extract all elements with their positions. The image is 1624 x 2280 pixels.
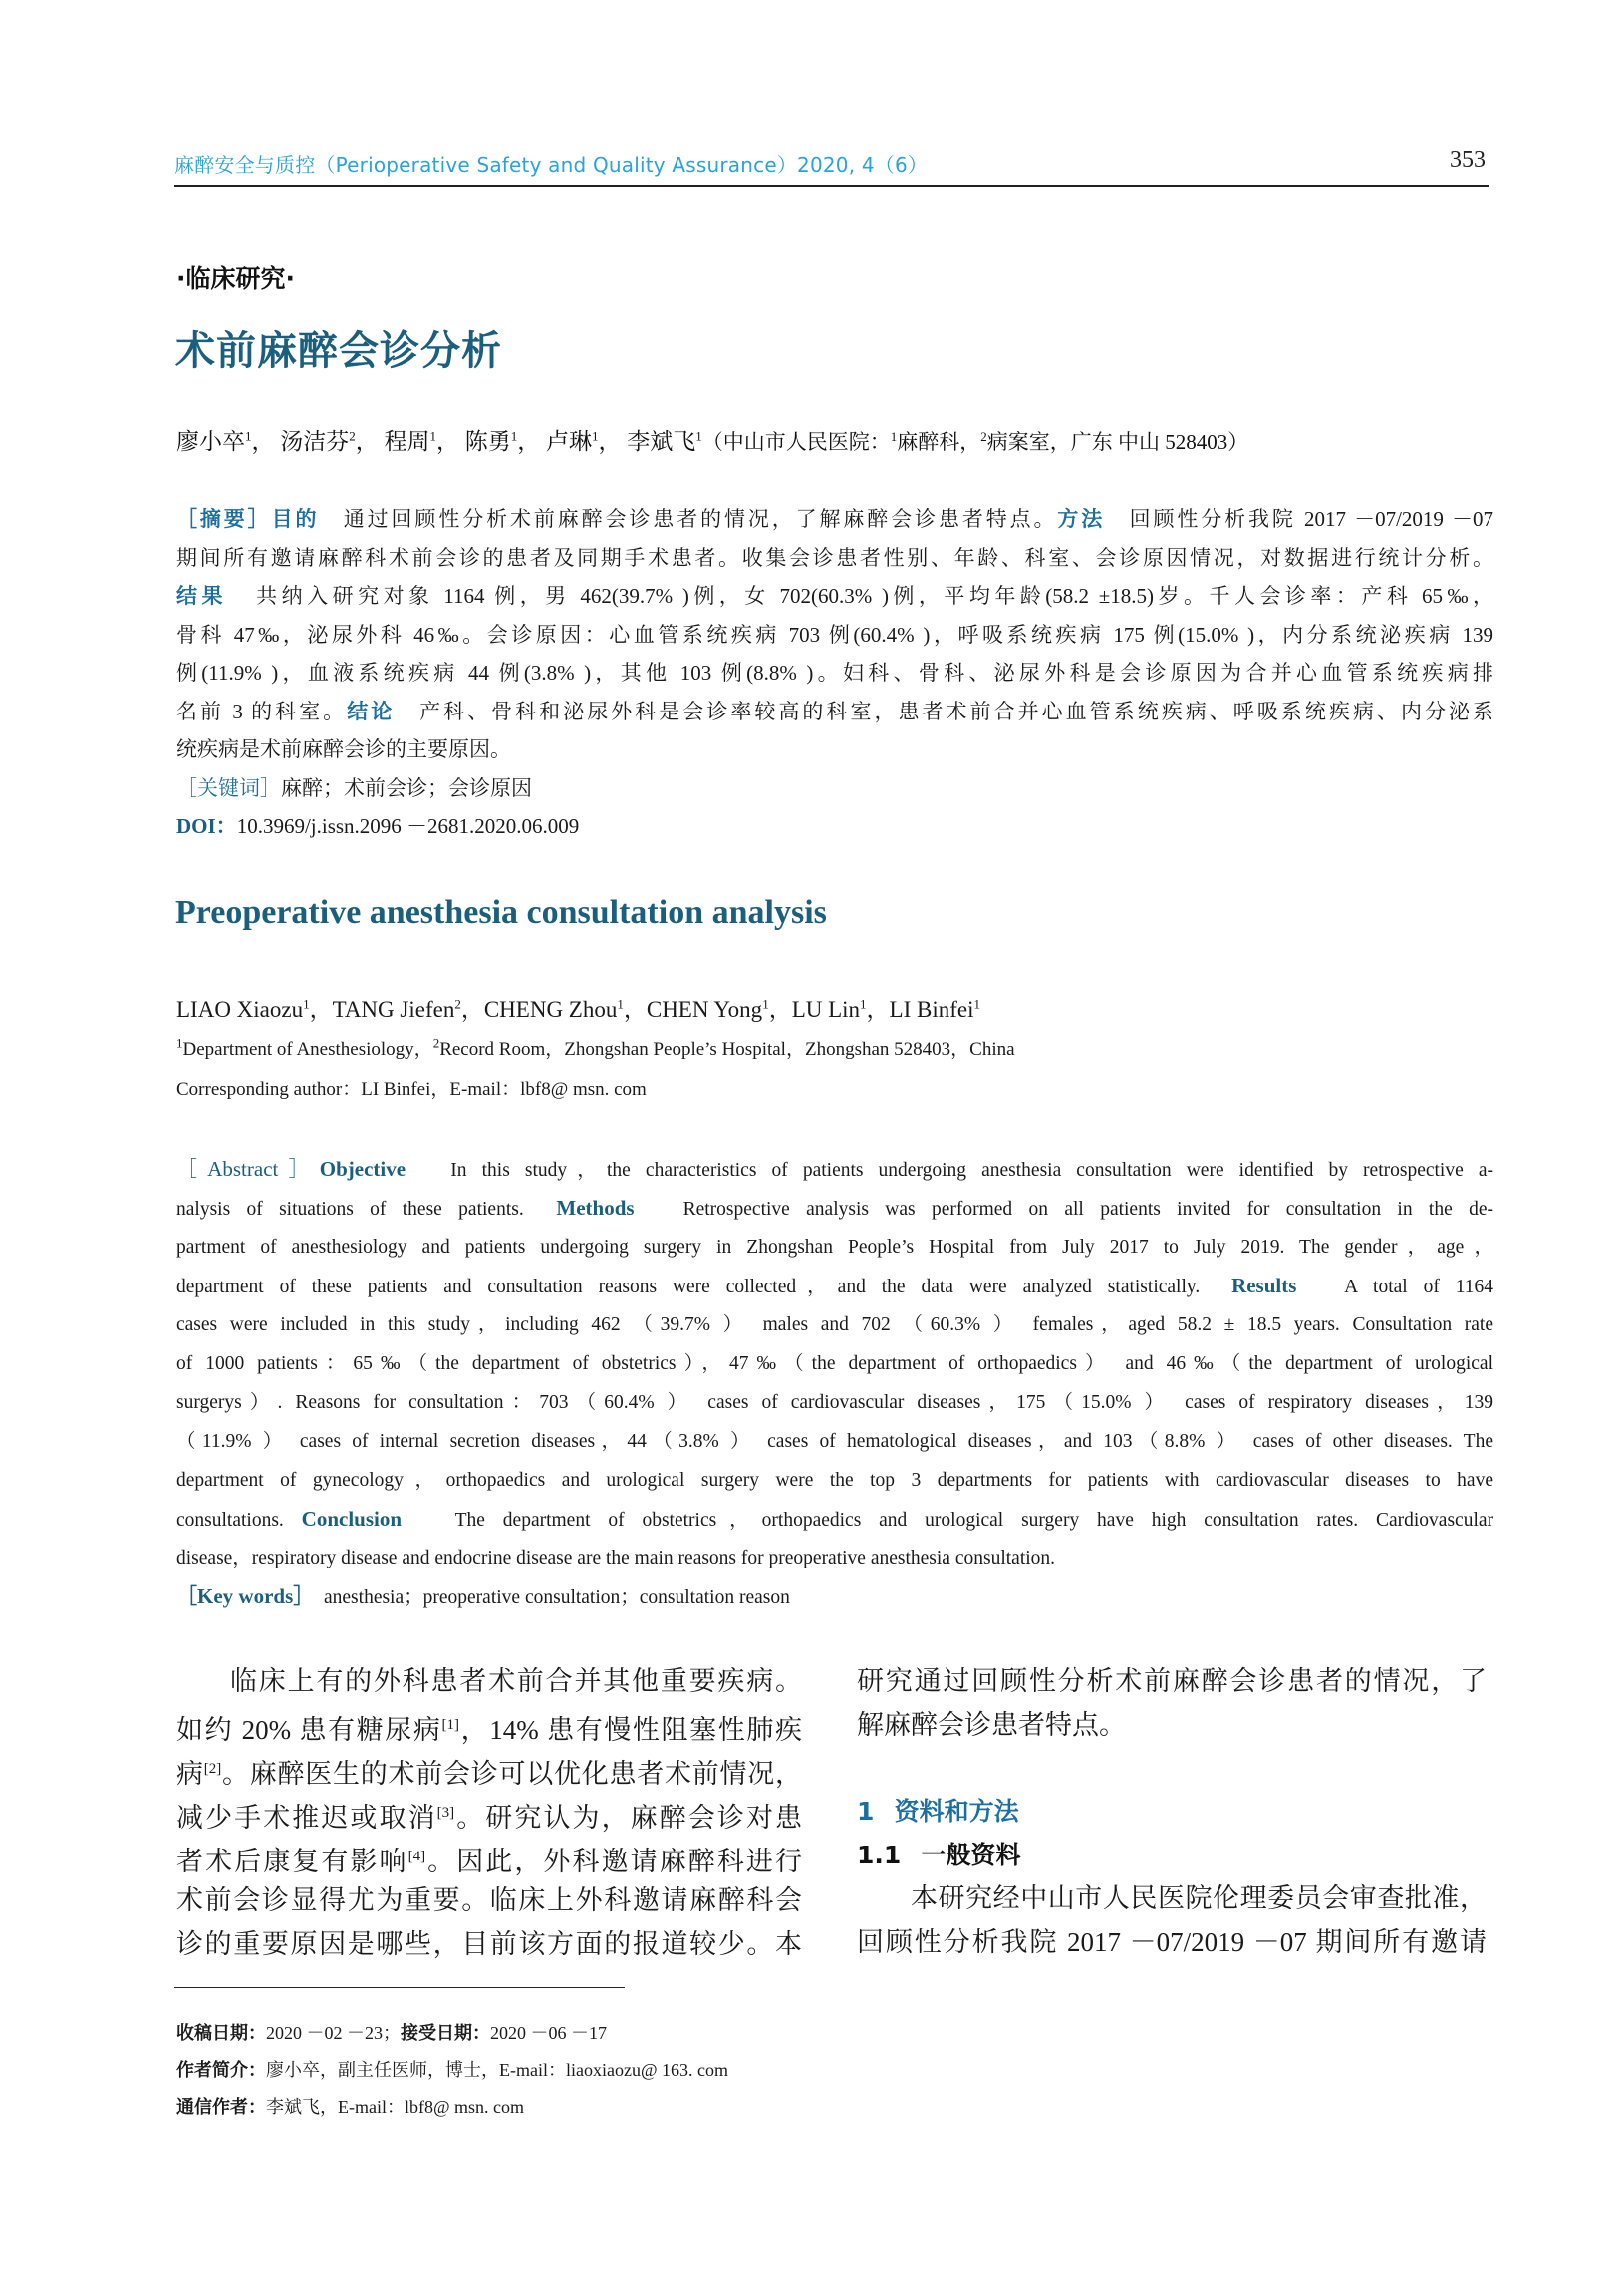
citation[interactable]: [2] [203, 1761, 222, 1777]
en-affil-sup: 2 [432, 1035, 440, 1051]
en-abstract-line: disease，respiratory disease and endocrine disease are the main reasons for preoperative anesthesia consultation. [176, 1548, 1056, 1568]
cn-label-methods: 方法 [1057, 507, 1106, 531]
footnote-dates [176, 2015, 728, 2052]
en-abstract-line: department of gynecology，orthopaedics and urological surgery were the top 3 departments for patients with cardiovascular diseases to have [176, 1470, 1493, 1491]
en-author: CHEN Yong [646, 998, 763, 1022]
body-text: 者术后康复有影响 [176, 1847, 408, 1876]
body-line: 临床上有的外科患者术前合并其他重要疾病。 [230, 1666, 802, 1696]
body-line [176, 1703, 802, 1747]
journal-name: 麻醉安全与质控（Perioperative Safety and Quality Assurance）2020, 4（6） [174, 153, 929, 177]
footnote-corresponding [176, 2089, 728, 2126]
body-line [176, 1747, 802, 1791]
received-label: 收稿日期： [176, 2023, 266, 2044]
body-text: 。麻醉医生的术前会诊可以优化患者术前情况， [221, 1759, 802, 1789]
corresponding-author: Corresponding author：LI Binfei，E-mail：lbf8@ msn. com [176, 1079, 647, 1100]
accepted-label: 接受日期： [401, 2023, 490, 2044]
cn-label-results: 结果 [176, 584, 227, 608]
citation[interactable]: [3] [436, 1805, 455, 1821]
body-line: 解麻醉会诊患者特点。 [857, 1710, 1126, 1740]
body-text: ，14% 患有慢性阻塞性肺疾 [459, 1715, 802, 1745]
cn-affil-sup: 1 [890, 429, 898, 444]
cn-affiliation [702, 430, 1249, 454]
cn-author-sup: 1 [510, 428, 518, 444]
en-author-sup: 2 [454, 997, 461, 1012]
cn-author-sup: 1 [592, 428, 599, 444]
body-line: 本研究经中山市人民医院伦理委员会审查批准， [911, 1883, 1487, 1913]
cn-abstract-line: 骨科 47‰，泌尿外科 46‰。会诊原因：心血管系统疾病 703 例(60.4% )，呼吸系统疾病 175 例(15.0% )，内分系统泌疾病 139 [176, 622, 1493, 647]
cn-author: 李斌飞 [627, 429, 696, 454]
en-abstract [176, 1150, 1493, 1616]
en-authors: LIAO Xiaozu$^1$，TANG Jiefen$^2$，CHENG Zhou$^1$，CHEN Yong$^1$，LU Lin$^1$，LI Binfei$^1$ [176, 997, 980, 1022]
footnotes [176, 2015, 728, 2126]
body-left-column [176, 1659, 802, 1966]
section-title: 资料和方法 [894, 1797, 1019, 1826]
section-label: ·临床研究· [176, 264, 295, 293]
cn-abstract-text: 名前 3 的科室。 [176, 699, 348, 723]
en-abstract-line [176, 1267, 1493, 1305]
page-number: 353 [1450, 147, 1486, 173]
footnote-divider [174, 1987, 625, 1988]
en-abstract-text: In this study，the characteristics of patients undergoing anesthesia consultation were identified by retrospective a- [450, 1160, 1493, 1181]
body-line: 诊的重要原因是哪些，目前该方面的报道较少。本 [176, 1929, 802, 1959]
running-head [174, 145, 1489, 187]
cn-abstract-line: 期间所有邀请麻醉科术前会诊的患者及同期手术患者。收集会诊患者性别、年龄、科室、会诊原因情况，对数据进行统计分析。 [176, 545, 1493, 570]
cn-author-sup: 1 [695, 428, 702, 444]
doi-value[interactable]: 10.3969/j.issn.2096 －2681.2020.06.009 [236, 814, 580, 838]
cn-affil-sup: 2 [980, 429, 987, 444]
cn-abstract [176, 500, 1493, 846]
cn-authors: 廖小卒$^1$， 汤洁芬$^2$， 程周$^1$， 陈勇$^1$， 卢琳$^1$， 李斌飞$^1$（中山市人民医院：$^1$麻醉科，$^2$病案室，广东 中山 528403） [176, 428, 1249, 454]
body-line: 回顾性分析我院 2017 －07/2019 －07 期间所有邀请 [857, 1927, 1487, 1957]
cn-title: 术前麻醉会诊分析 [175, 327, 502, 374]
en-author: LI Binfei [889, 998, 974, 1022]
en-author: LU Lin [791, 998, 861, 1022]
en-keywords [176, 1577, 1493, 1616]
cn-abstract-label: ［摘要］ [176, 507, 272, 531]
en-author-sup: 1 [860, 997, 867, 1012]
en-author-sup: 1 [762, 997, 769, 1012]
cn-doi [176, 807, 1493, 846]
cn-affil-dept1: 麻醉科， [897, 430, 981, 454]
section-number: 1 [857, 1797, 875, 1826]
cn-abstract-text: 回顾性分析我院 2017 －07/2019 －07 [1129, 507, 1494, 531]
corr-label: 通信作者： [176, 2097, 266, 2118]
en-abstract-line [176, 1189, 1493, 1228]
en-abstract-text: Retrospective analysis was performed on all patients invited for consultation in the de- [682, 1199, 1493, 1220]
en-label-results: Results [1231, 1274, 1297, 1297]
en-author-sup: 1 [303, 997, 310, 1012]
cn-affil-prefix: （中山市人民医院： [701, 430, 891, 454]
en-label-methods: Methods [556, 1196, 635, 1220]
en-abstract-label: ［Abstract］ [176, 1157, 320, 1181]
en-author-sup: 1 [973, 997, 980, 1012]
cn-author-sup: 1 [429, 428, 436, 444]
cn-keywords [176, 769, 1493, 808]
cn-author: 汤洁芬 [280, 429, 350, 454]
cn-author: 陈勇 [464, 429, 511, 454]
body-line: 术前会诊显得尤为重要。临床上外科邀请麻醉科会 [176, 1885, 802, 1915]
corr-info: 李斌飞，E-mail：lbf8@ msn. com [266, 2097, 525, 2117]
en-abstract-text: consultations. [176, 1510, 284, 1531]
received-date: 2020 －02 －23； [266, 2023, 401, 2043]
citation[interactable]: [1] [441, 1717, 460, 1733]
cn-abstract-line [176, 693, 1493, 731]
body-text: 。因此，外科邀请麻醉科进行 [425, 1847, 803, 1876]
body-text: 如约 20% 患有糖尿病 [176, 1715, 442, 1745]
section-heading-1-1 [857, 1833, 1487, 1876]
cn-author: 程周 [384, 429, 430, 454]
body-line [176, 1791, 802, 1835]
doi-label: DOI： [176, 814, 237, 838]
body-right-column [857, 1659, 1487, 1964]
body-line [176, 1835, 802, 1878]
cn-abstract-text: 共纳入研究对象 1164 例，男 462(39.7% )例，女 702(60.3% )例，平均年龄(58.2 ±18.5)岁。千人会诊率：产科 65‰， [256, 584, 1494, 608]
footnote-author [176, 2052, 728, 2089]
en-affil-sup: 1 [176, 1035, 183, 1051]
body-text: 减少手术推迟或取消 [176, 1803, 437, 1833]
accepted-date: 2020 －06 －17 [490, 2023, 607, 2043]
cn-author-sup: 2 [349, 428, 356, 444]
en-author: TANG Jiefen [332, 998, 455, 1022]
author-bio-label: 作者简介： [176, 2060, 266, 2081]
en-abstract-line [176, 1500, 1493, 1539]
author-bio: 廖小卒，副主任医师，博士，E-mail：liaoxiaozu@ 163. com [266, 2060, 729, 2080]
en-keywords-label: ［Key words］ [176, 1584, 315, 1608]
en-abstract-line: partment of anesthesiology and patients undergoing surgery in Zhongshan People’s Hospital from July 2017 to July 2019. The gender，age， [176, 1237, 1493, 1258]
body-text: 。研究认为，麻醉会诊对患 [454, 1803, 803, 1833]
cn-label-objective: 目的 [271, 507, 320, 531]
en-abstract-text: department of these patients and consultation reasons were collected，and the data were analyzed statistically. [176, 1277, 1201, 1297]
cn-abstract-line [176, 500, 1493, 539]
cn-abstract-line [176, 577, 1493, 616]
subsection-title: 一般资料 [921, 1841, 1021, 1869]
cn-abstract-line: 例(11.9% )，血液系统疾病 44 例(3.8% )，其他 103 例(8.8% )。妇科、骨科、泌尿外科是会诊原因为合并心血管系统疾病排 [176, 661, 1493, 685]
en-abstract-line: cases were included in this study，including 462 （39.7% ） males and 702 （60.3% ） females，aged 58.2 ± 18.5 years. Consultation rate [176, 1314, 1493, 1335]
cn-keywords-label: ［关键词］ [176, 775, 281, 800]
en-affil-dept1: Department of Anesthesiology， [182, 1039, 433, 1060]
en-abstract-text: nalysis of situations of these patients. [176, 1199, 524, 1220]
en-abstract-line: （11.9% ） cases of internal secretion diseases，44（3.8% ） cases of hematological diseases，and 103（8.8% ） cases of other diseases. The [176, 1431, 1493, 1452]
section-heading-1 [857, 1789, 1487, 1833]
cn-keywords-text: 麻醉；术前会诊；会诊原因 [281, 775, 532, 800]
subsection-number: 1.1 [857, 1841, 902, 1869]
cn-author: 廖小卒 [176, 429, 245, 454]
cn-abstract-line: 统疾病是术前麻醉会诊的主要原因。 [176, 737, 511, 761]
en-abstract-line: surgerys）. Reasons for consultation：703（60.4% ） cases of cardiovascular diseases，175（15.0% ） cases of respiratory diseases，139 [176, 1392, 1493, 1413]
en-author: CHENG Zhou [483, 998, 618, 1022]
cn-affil-dept2: 病案室，广东 中山 528403） [986, 430, 1249, 454]
en-affiliation [176, 1034, 1015, 1061]
cn-author: 卢琳 [546, 429, 592, 454]
en-author: LIAO Xiaozu [176, 998, 304, 1022]
en-abstract-text: A total of 1164 [1344, 1277, 1493, 1297]
en-affil-rest: Record Room，Zhongshan People’s Hospital，Zhongshan 528403，China [439, 1039, 1015, 1060]
en-abstract-text: The department of obstetrics，orthopaedics and urological surgery have high consultation rates. Cardiovascular [454, 1510, 1493, 1531]
cn-author-sup: 1 [245, 428, 252, 444]
body-line: 研究通过回顾性分析术前麻醉会诊患者的情况，了 [857, 1666, 1487, 1696]
body-text: 病 [176, 1759, 204, 1789]
citation[interactable]: [4] [407, 1849, 426, 1864]
en-abstract-line [176, 1150, 1493, 1189]
en-author-sup: 1 [617, 997, 624, 1012]
en-label-conclusion: Conclusion [301, 1507, 403, 1531]
en-label-objective: Objective [319, 1157, 406, 1181]
cn-abstract-text: 通过回顾性分析术前麻醉会诊患者的情况，了解麻醉会诊患者特点。 [343, 507, 1058, 531]
cn-label-conclusion: 结论 [347, 699, 396, 723]
en-abstract-line: of 1000 patients：65‰（the department of obstetrics），47‰（the department of orthopaedics） and 46‰（the department of urological [176, 1353, 1493, 1374]
cn-abstract-text: 产科、骨科和泌尿外科是会诊率较高的科室，患者术前合并心血管系统疾病、呼吸系统疾病、内分泌系 [419, 699, 1494, 723]
en-title: Preoperative anesthesia consultation analysis [175, 894, 827, 931]
en-keywords-text: anesthesia；preoperative consultation；consultation reason [324, 1587, 790, 1608]
